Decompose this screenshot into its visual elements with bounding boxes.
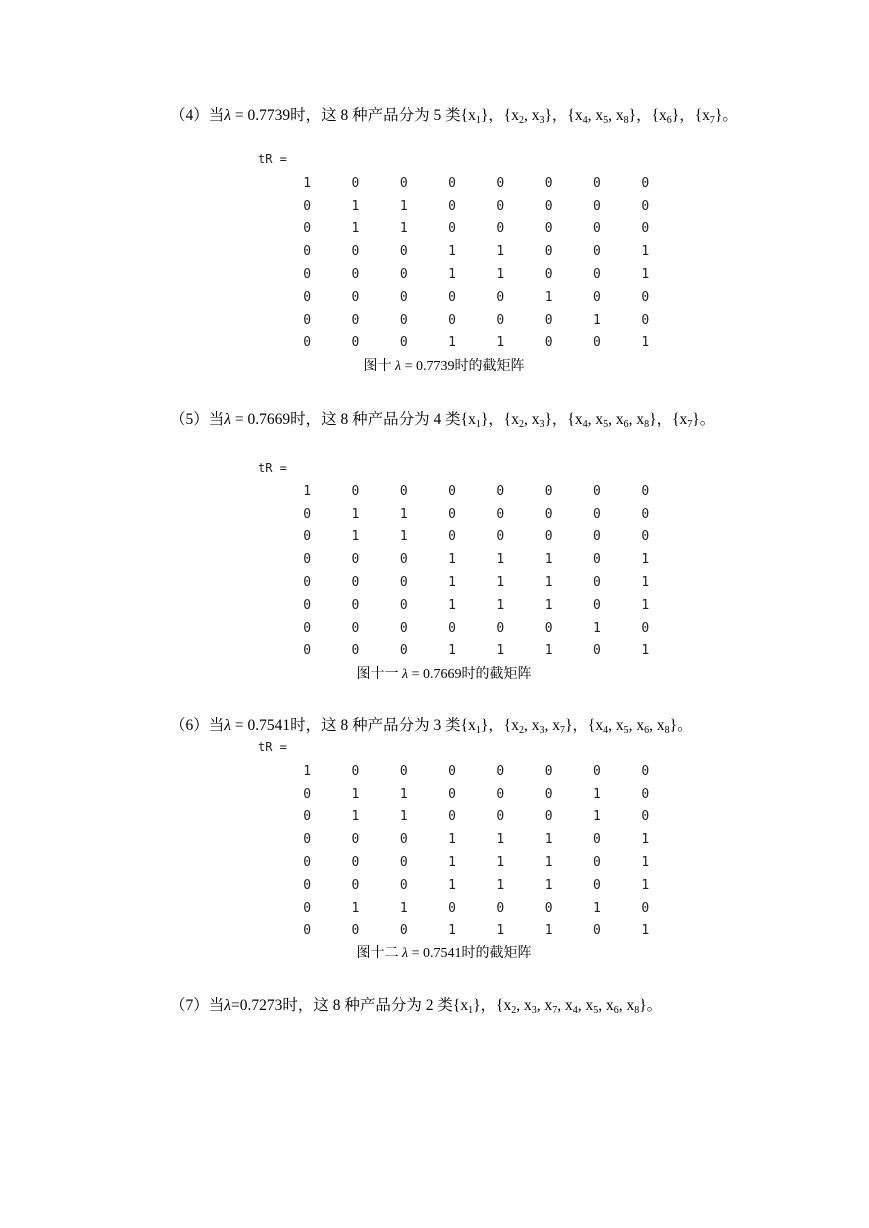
matrix-row (283, 263, 669, 286)
matrix-cell: 1 (448, 832, 456, 848)
matrix-cell: 1 (448, 335, 456, 351)
matrix-cell: 0 (544, 763, 553, 779)
matrix-row (283, 195, 669, 218)
matrix-cell: 0 (303, 923, 312, 939)
matrix-cell: 0 (593, 575, 601, 591)
matrix-row (283, 851, 669, 874)
matrix-cell: 0 (593, 923, 601, 939)
matrix-cell: 0 (399, 483, 408, 499)
matrix-cell: 1 (544, 923, 553, 939)
matrix-cell: 0 (303, 809, 312, 825)
matrix-cell: 1 (593, 786, 601, 802)
matrix-cell: 1 (641, 832, 650, 848)
matrix-cell: 1 (496, 832, 505, 848)
lambda-symbol: λ (224, 997, 231, 1014)
matrix-cell: 0 (399, 832, 408, 848)
matrix-cell: 0 (351, 175, 360, 191)
matrix-cell: 0 (303, 832, 312, 848)
matrix-cell: 0 (351, 855, 360, 871)
matrix-cell: 0 (496, 763, 505, 779)
matrix-cell: 0 (448, 312, 456, 328)
matrix-row (283, 874, 669, 897)
matrix-cell: 1 (351, 809, 360, 825)
matrix-row (283, 760, 669, 783)
matrix-cell: 1 (641, 267, 650, 283)
matrix-cell: 0 (351, 643, 360, 659)
matrix-cell: 0 (496, 809, 505, 825)
matrix-cell: 0 (593, 335, 601, 351)
lambda-symbol: λ (224, 107, 231, 124)
matrix-row (283, 571, 669, 594)
matrix-cell: 0 (641, 529, 650, 545)
matrix-cell: 0 (496, 506, 505, 522)
matrix-label: tR = (258, 740, 287, 754)
matrix-cell: 1 (448, 923, 456, 939)
matrix-cell: 0 (496, 529, 505, 545)
matrix-row (283, 897, 669, 920)
matrix-cell: 1 (641, 923, 650, 939)
matrix-cell: 0 (399, 289, 408, 305)
matrix-row (283, 503, 669, 526)
matrix-row (283, 240, 669, 263)
matrix-cell: 0 (303, 267, 312, 283)
lambda-symbol: λ (224, 717, 231, 734)
matrix-cell: 0 (593, 221, 601, 237)
matrix-cell: 0 (303, 575, 312, 591)
matrix-cell: 0 (448, 506, 456, 522)
matrix-cell: 0 (303, 244, 312, 260)
matrix-cell: 0 (448, 289, 456, 305)
matrix-cell: 1 (399, 221, 408, 237)
matrix-cell: 0 (303, 597, 312, 613)
matrix-cell: 0 (593, 832, 601, 848)
matrix-cell: 1 (399, 809, 408, 825)
matrix-row (283, 806, 669, 829)
matrix-cell: 0 (448, 198, 456, 214)
matrix-cell: 1 (448, 267, 456, 283)
matrix-row (283, 309, 669, 332)
matrix-cell: 0 (303, 900, 312, 916)
matrix-cell: 1 (544, 597, 553, 613)
matrix-cell: 0 (303, 198, 312, 214)
matrix-row (283, 332, 669, 355)
matrix-cell: 1 (641, 552, 650, 568)
matrix-cell: 0 (641, 900, 650, 916)
matrix-row (283, 172, 669, 195)
matrix-cell: 0 (593, 529, 601, 545)
matrix-cell: 0 (399, 763, 408, 779)
matrix-cell: 0 (351, 312, 360, 328)
matrix-cell: 0 (593, 483, 601, 499)
matrix-cell: 0 (399, 597, 408, 613)
section-7-paragraph: （7）当λ=0.7273时，这 8 种产品分为 2 类$\{x_1\}$，{$x_2$, $x_3$, $x_7$, $x_4$, $x_5$, $x_6$, $x_8$}。 (170, 997, 663, 1016)
matrix-cell: 0 (496, 221, 505, 237)
matrix-cell: 0 (399, 855, 408, 871)
matrix-cell: 1 (448, 552, 456, 568)
matrix-cell: 0 (303, 855, 312, 871)
matrix-row (283, 828, 669, 851)
matrix-cell: 0 (448, 786, 456, 802)
matrix-cell: 1 (448, 575, 456, 591)
matrix-cell: 1 (351, 198, 360, 214)
matrix-cell: 1 (496, 855, 505, 871)
matrix-cell: 0 (496, 289, 505, 305)
lambda-symbol: λ (224, 411, 231, 428)
matrix-cell: 0 (641, 620, 650, 636)
matrix-cell: 0 (496, 175, 505, 191)
matrix-row (283, 286, 669, 309)
matrix-cell: 0 (641, 786, 650, 802)
matrix-cell: 1 (351, 506, 360, 522)
matrix-cell: 0 (641, 221, 650, 237)
figure-caption-12: 图十二 λ = 0.7541时的截矩阵 (356, 946, 532, 961)
matrix-cell: 0 (399, 923, 408, 939)
matrix-cell: 0 (399, 267, 408, 283)
matrix-cell: 1 (544, 289, 553, 305)
matrix-cell: 1 (399, 786, 408, 802)
matrix-cell: 0 (448, 221, 456, 237)
matrix-cell: 0 (303, 552, 312, 568)
matrix-cell: 0 (641, 506, 650, 522)
matrix-cell: 1 (303, 763, 312, 779)
section-6-paragraph: （6）当λ = 0.7541时，这 8 种产品分为 3 类$\{x_1\}$，{$x_2$, $x_3$, $x_7$}，{$x_4$, $x_5$, $x_6$, $x_8$}。 (170, 717, 693, 736)
matrix-cell: 0 (544, 312, 553, 328)
matrix-cell: 0 (544, 244, 553, 260)
matrix-cell: 1 (496, 877, 505, 893)
matrix-cell: 0 (544, 175, 553, 191)
matrix-cell: 0 (641, 312, 650, 328)
matrix-cell: 0 (351, 335, 360, 351)
matrix-cell: 0 (351, 877, 360, 893)
matrix-cell: 0 (593, 175, 601, 191)
matrix-cell: 0 (399, 552, 408, 568)
matrix-cell: 0 (351, 763, 360, 779)
matrix-label: tR = (258, 461, 287, 475)
matrix-cell: 1 (496, 923, 505, 939)
matrix-cell: 0 (496, 900, 505, 916)
matrix-cell: 0 (496, 198, 505, 214)
matrix-cell: 0 (351, 597, 360, 613)
matrix-cell: 0 (641, 763, 650, 779)
matrix-cell: 0 (641, 198, 650, 214)
matrix-row (283, 783, 669, 806)
matrix-cell: 0 (351, 832, 360, 848)
matrix-cell: 1 (448, 244, 456, 260)
matrix-cell: 1 (641, 597, 650, 613)
matrix-cell: 1 (399, 198, 408, 214)
matrix-cell: 1 (593, 312, 601, 328)
section-5-paragraph: （5）当λ = 0.7669时，这 8 种产品分为 4 类$\{x_1\}$，{$x_2$, $x_3$}，{$x_4$, $x_5$, $x_6$, $x_8$}，$\{x_7\}$。 (170, 411, 716, 430)
matrix-row (283, 594, 669, 617)
matrix-cell: 0 (496, 312, 505, 328)
matrix-cell: 0 (544, 529, 553, 545)
matrix-cell: 0 (351, 267, 360, 283)
matrix-cell: 0 (544, 221, 553, 237)
matrix-cell: 1 (593, 620, 601, 636)
matrix-row (283, 640, 669, 663)
matrix-cell: 1 (399, 529, 408, 545)
matrix-cell: 1 (641, 244, 650, 260)
cut-matrix-fig12 (283, 760, 669, 942)
matrix-cell: 1 (399, 506, 408, 522)
matrix-cell: 0 (448, 809, 456, 825)
matrix-cell: 1 (544, 877, 553, 893)
matrix-cell: 0 (303, 289, 312, 305)
matrix-cell: 1 (303, 483, 312, 499)
matrix-cell: 1 (399, 900, 408, 916)
matrix-cell: 1 (593, 809, 601, 825)
matrix-cell: 0 (496, 786, 505, 802)
matrix-cell: 0 (448, 763, 456, 779)
matrix-cell: 1 (448, 877, 456, 893)
matrix-cell: 0 (544, 786, 553, 802)
matrix-label: tR = (258, 152, 287, 166)
matrix-cell: 1 (448, 855, 456, 871)
class-groups: $\{x_1\}$，{$x_2$, $x_3$, $x_7$, $x_4$, $x_5$, $x_6$, $x_8$}。 (452, 997, 663, 1016)
matrix-cell: 1 (641, 855, 650, 871)
matrix-cell: 0 (303, 312, 312, 328)
matrix-cell: 1 (496, 244, 505, 260)
matrix-cell: 1 (544, 643, 553, 659)
matrix-cell: 0 (303, 786, 312, 802)
matrix-cell: 0 (544, 483, 553, 499)
matrix-cell: 1 (641, 877, 650, 893)
matrix-cell: 1 (496, 643, 505, 659)
matrix-cell: 1 (448, 597, 456, 613)
figure-caption-10: 图十 λ = 0.7739时的截矩阵 (363, 359, 525, 374)
matrix-cell: 0 (448, 529, 456, 545)
class-groups: $\{x_1\}$，{$x_2$, $x_3$}，{$x_4$, $x_5$, $x_8$}，$\{x_6\}$，$\{x_7\}$。 (460, 107, 738, 126)
class-groups: $\{x_1\}$，{$x_2$, $x_3$}，{$x_4$, $x_5$, $x_6$, $x_8$}，$\{x_7\}$。 (460, 411, 716, 430)
matrix-cell: 0 (593, 877, 601, 893)
cut-matrix-fig11 (283, 480, 669, 662)
matrix-cell: 0 (303, 221, 312, 237)
matrix-cell: 0 (593, 855, 601, 871)
matrix-cell: 0 (448, 483, 456, 499)
matrix-cell: 1 (544, 855, 553, 871)
matrix-cell: 0 (593, 506, 601, 522)
matrix-cell: 0 (544, 267, 553, 283)
matrix-cell: 1 (641, 575, 650, 591)
matrix-cell: 1 (496, 335, 505, 351)
matrix-cell: 1 (496, 552, 505, 568)
matrix-cell: 0 (448, 620, 456, 636)
matrix-cell: 0 (448, 175, 456, 191)
matrix-cell: 0 (303, 877, 312, 893)
matrix-cell: 0 (303, 335, 312, 351)
matrix-cell: 0 (593, 289, 601, 305)
matrix-cell: 0 (641, 809, 650, 825)
matrix-cell: 0 (544, 809, 553, 825)
matrix-cell: 0 (351, 923, 360, 939)
matrix-cell: 0 (399, 244, 408, 260)
matrix-cell: 0 (496, 483, 505, 499)
matrix-row (283, 920, 669, 943)
matrix-cell: 0 (303, 643, 312, 659)
matrix-cell: 1 (351, 221, 360, 237)
matrix-cell: 1 (496, 575, 505, 591)
matrix-cell: 0 (351, 289, 360, 305)
matrix-cell: 0 (544, 900, 553, 916)
matrix-cell: 1 (544, 832, 553, 848)
matrix-cell: 1 (496, 597, 505, 613)
matrix-cell: 0 (641, 483, 650, 499)
class-groups: $\{x_1\}$，{$x_2$, $x_3$, $x_7$}，{$x_4$, $x_5$, $x_6$, $x_8$}。 (460, 717, 693, 736)
matrix-row (283, 548, 669, 571)
matrix-cell: 1 (351, 900, 360, 916)
matrix-cell: 0 (399, 620, 408, 636)
cut-matrix-fig10 (283, 172, 669, 354)
matrix-cell: 0 (303, 529, 312, 545)
matrix-cell: 0 (593, 763, 601, 779)
matrix-cell: 1 (544, 575, 553, 591)
matrix-cell: 0 (448, 900, 456, 916)
matrix-cell: 0 (351, 483, 360, 499)
matrix-cell: 1 (593, 900, 601, 916)
matrix-cell: 0 (593, 198, 601, 214)
matrix-cell: 0 (399, 335, 408, 351)
matrix-row (283, 480, 669, 503)
matrix-row (283, 617, 669, 640)
matrix-cell: 0 (399, 575, 408, 591)
matrix-cell: 0 (351, 575, 360, 591)
matrix-cell: 0 (544, 506, 553, 522)
matrix-cell: 0 (544, 620, 553, 636)
matrix-cell: 0 (593, 597, 601, 613)
matrix-row (283, 526, 669, 549)
matrix-cell: 1 (641, 335, 650, 351)
matrix-cell: 0 (641, 289, 650, 305)
matrix-cell: 1 (351, 529, 360, 545)
matrix-cell: 1 (351, 786, 360, 802)
matrix-row (283, 218, 669, 241)
matrix-cell: 0 (641, 175, 650, 191)
matrix-cell: 0 (593, 643, 601, 659)
matrix-cell: 0 (593, 552, 601, 568)
matrix-cell: 0 (544, 198, 553, 214)
matrix-cell: 0 (351, 620, 360, 636)
matrix-cell: 1 (303, 175, 312, 191)
matrix-cell: 0 (544, 335, 553, 351)
matrix-cell: 0 (399, 312, 408, 328)
figure-caption-11: 图十一 λ = 0.7669时的截矩阵 (356, 667, 532, 682)
matrix-cell: 1 (496, 267, 505, 283)
matrix-cell: 0 (303, 620, 312, 636)
matrix-cell: 1 (448, 643, 456, 659)
matrix-cell: 0 (496, 620, 505, 636)
matrix-cell: 0 (399, 643, 408, 659)
matrix-cell: 0 (399, 175, 408, 191)
section-4-paragraph: （4）当λ = 0.7739时，这 8 种产品分为 5 类$\{x_1\}$，{$x_2$, $x_3$}，{$x_4$, $x_5$, $x_8$}，$\{x_6\}$，$\{x_7\}$。 (170, 107, 738, 126)
matrix-cell: 0 (593, 244, 601, 260)
matrix-cell: 0 (303, 506, 312, 522)
matrix-cell: 0 (399, 877, 408, 893)
matrix-cell: 0 (593, 267, 601, 283)
matrix-cell: 0 (351, 244, 360, 260)
matrix-cell: 0 (351, 552, 360, 568)
matrix-cell: 1 (544, 552, 553, 568)
matrix-cell: 1 (641, 643, 650, 659)
